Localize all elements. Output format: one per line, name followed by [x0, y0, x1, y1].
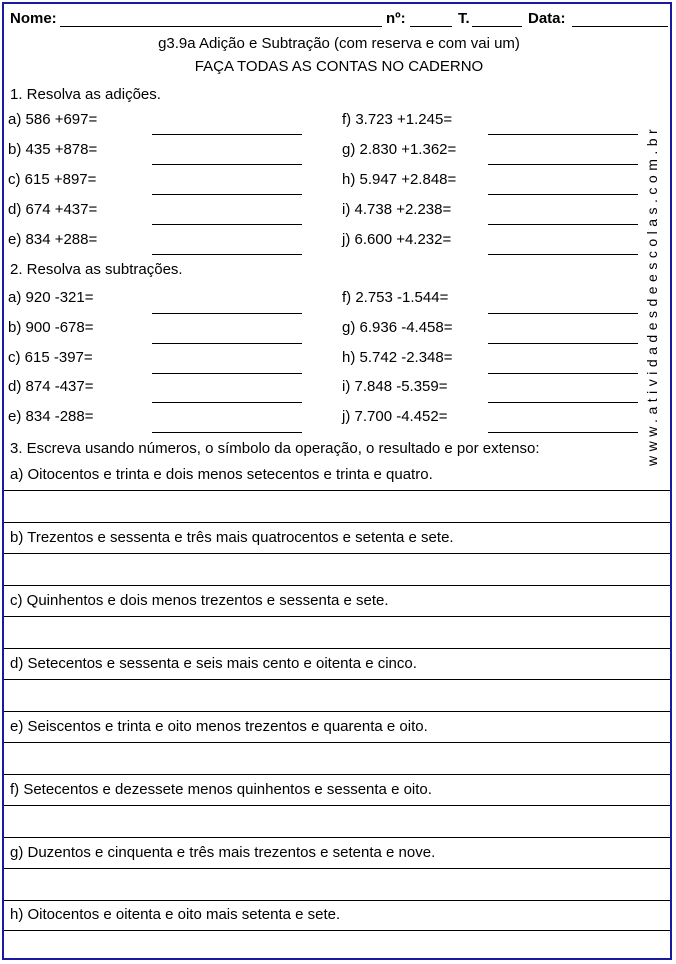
name-field[interactable]: [60, 26, 382, 27]
sub-c: c) 615 -397=: [8, 349, 93, 366]
section1-heading: 1. Resolva as adições.: [10, 86, 161, 103]
sub-i: i) 7.848 -5.359=: [342, 378, 448, 395]
answer-line-add-i[interactable]: [488, 224, 638, 225]
date-field[interactable]: [572, 26, 668, 27]
add-a: a) 586 +697=: [8, 111, 98, 128]
word-problem-e: e) Seiscentos e trinta e oito menos trezentos e quarenta e oito.: [10, 718, 428, 735]
answer-line-add-g[interactable]: [488, 164, 638, 165]
divider: [4, 868, 670, 869]
answer-line-sub-f[interactable]: [488, 313, 638, 314]
section2-heading: 2. Resolva as subtrações.: [10, 261, 183, 278]
add-h: h) 5.947 +2.848=: [342, 171, 457, 188]
worksheet-title: g3.9a Adição e Subtração (com reserva e com vai um): [158, 35, 520, 52]
answer-line-sub-d[interactable]: [152, 402, 302, 403]
answer-line-sub-h[interactable]: [488, 373, 638, 374]
number-field[interactable]: [410, 26, 452, 27]
section3-heading: 3. Escreva usando números, o símbolo da operação, o resultado e por extenso:: [10, 440, 540, 457]
sub-d: d) 874 -437=: [8, 378, 94, 395]
worksheet: [2, 2, 672, 960]
divider: [4, 679, 670, 680]
word-problem-d: d) Setecentos e sessenta e seis mais cento e oitenta e cinco.: [10, 655, 417, 672]
class-label: T.: [458, 10, 470, 27]
sub-e: e) 834 -288=: [8, 408, 94, 425]
divider: [4, 805, 670, 806]
answer-line-add-b[interactable]: [152, 164, 302, 165]
answer-line-add-e[interactable]: [152, 254, 302, 255]
answer-line-add-c[interactable]: [152, 194, 302, 195]
word-problem-b: b) Trezentos e sessenta e três mais quatrocentos e setenta e sete.: [10, 529, 454, 546]
answer-row-a[interactable]: [4, 522, 670, 523]
word-problem-f: f) Setecentos e dezessete menos quinhentos e sessenta e oito.: [10, 781, 432, 798]
sub-h: h) 5.742 -2.348=: [342, 349, 453, 366]
add-b: b) 435 +878=: [8, 141, 98, 158]
answer-line-add-j[interactable]: [488, 254, 638, 255]
add-d: d) 674 +437=: [8, 201, 98, 218]
sub-g: g) 6.936 -4.458=: [342, 319, 453, 336]
divider: [4, 930, 670, 931]
answer-line-add-f[interactable]: [488, 134, 638, 135]
divider: [4, 742, 670, 743]
answer-line-sub-j[interactable]: [488, 432, 638, 433]
answer-line-add-d[interactable]: [152, 224, 302, 225]
sub-f: f) 2.753 -1.544=: [342, 289, 449, 306]
add-e: e) 834 +288=: [8, 231, 98, 248]
sub-j: j) 7.700 -4.452=: [342, 408, 448, 425]
add-i: i) 4.738 +2.238=: [342, 201, 452, 218]
class-field[interactable]: [472, 26, 522, 27]
answer-line-sub-b[interactable]: [152, 343, 302, 344]
divider: [4, 616, 670, 617]
name-label: Nome:: [10, 10, 57, 27]
answer-row-f[interactable]: [4, 837, 670, 838]
sub-b: b) 900 -678=: [8, 319, 94, 336]
word-problem-c: c) Quinhentos e dois menos trezentos e sessenta e sete.: [10, 592, 389, 609]
divider: [4, 490, 670, 491]
answer-line-sub-g[interactable]: [488, 343, 638, 344]
number-label: nº:: [386, 10, 406, 27]
answer-line-sub-i[interactable]: [488, 402, 638, 403]
add-j: j) 6.600 +4.232=: [342, 231, 452, 248]
answer-row-c[interactable]: [4, 648, 670, 649]
sub-a: a) 920 -321=: [8, 289, 94, 306]
answer-row-b[interactable]: [4, 585, 670, 586]
answer-row-e[interactable]: [4, 774, 670, 775]
date-label: Data:: [528, 10, 566, 27]
answer-line-add-h[interactable]: [488, 194, 638, 195]
header-row: [10, 10, 670, 30]
answer-line-sub-a[interactable]: [152, 313, 302, 314]
answer-row-g[interactable]: [4, 900, 670, 901]
instruction: FAÇA TODAS AS CONTAS NO CADERNO: [194, 58, 484, 75]
divider: [4, 553, 670, 554]
word-problem-a: a) Oitocentos e trinta e dois menos setecentos e trinta e quatro.: [10, 466, 433, 483]
answer-row-d[interactable]: [4, 711, 670, 712]
website-watermark: www.atividadesdeescolas.com.br: [644, 124, 660, 466]
add-g: g) 2.830 +1.362=: [342, 141, 457, 158]
add-c: c) 615 +897=: [8, 171, 97, 188]
answer-line-add-a[interactable]: [152, 134, 302, 135]
add-f: f) 3.723 +1.245=: [342, 111, 453, 128]
word-problem-h: h) Oitocentos e oitenta e oito mais setenta e sete.: [10, 906, 341, 923]
answer-line-sub-c[interactable]: [152, 373, 302, 374]
answer-line-sub-e[interactable]: [152, 432, 302, 433]
word-problem-g: g) Duzentos e cinquenta e três mais trezentos e setenta e nove.: [10, 844, 436, 861]
